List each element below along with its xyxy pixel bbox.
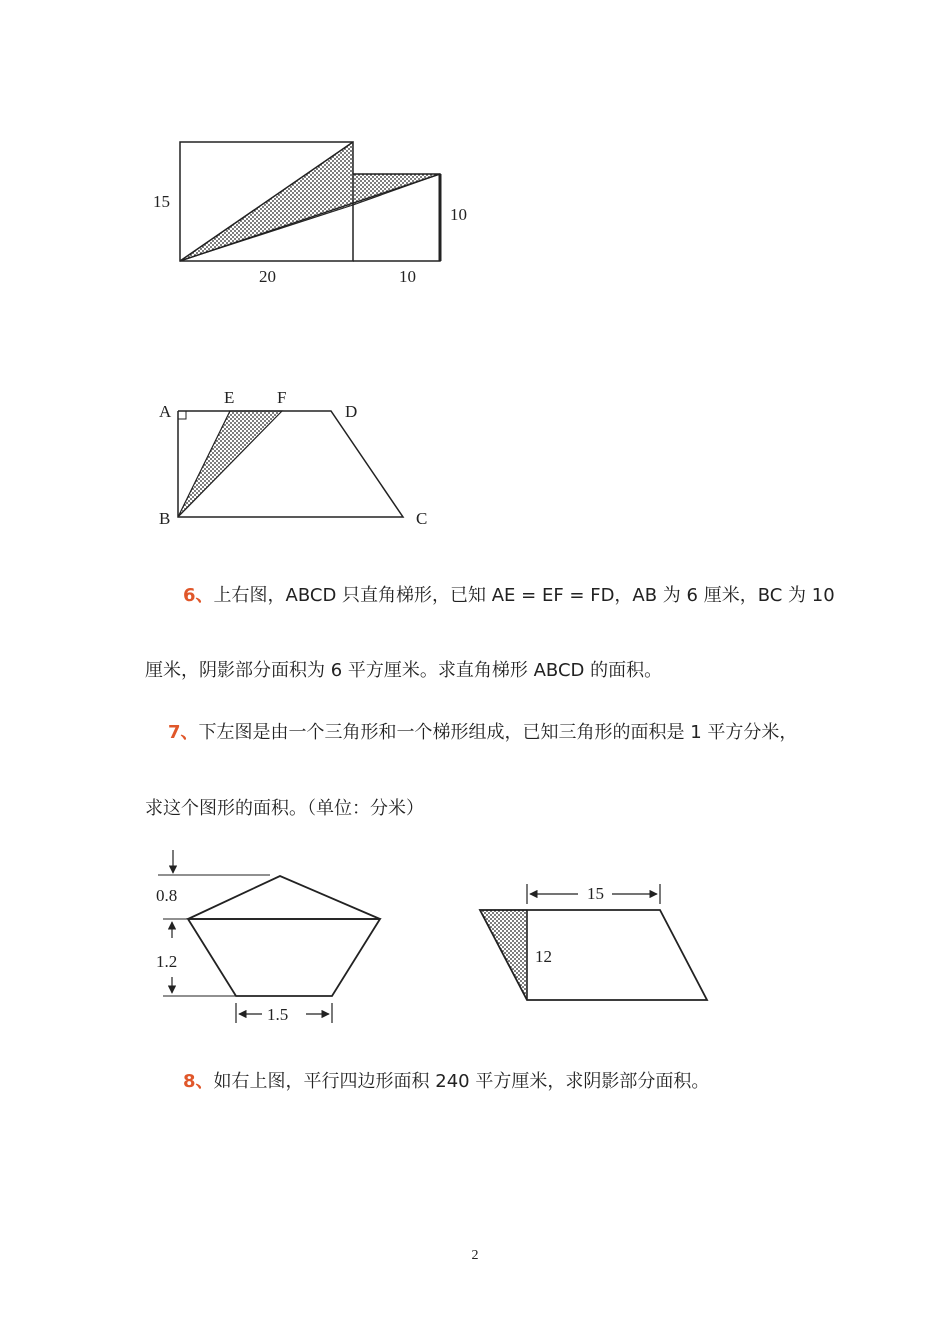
question-7-number: 7、 xyxy=(168,722,199,743)
question-6-text-1: 上右图，ABCD 只直角梯形，已知 AE = EF = FD，AB 为 6 厘米，BC 为 10 xyxy=(213,585,835,606)
question-8-line-1 xyxy=(183,1070,709,1094)
question-7-line-1 xyxy=(168,721,797,745)
label-e: E xyxy=(224,388,235,407)
label-c: C xyxy=(416,509,428,528)
label-0-8: 0.8 xyxy=(156,886,178,905)
label-1-2: 1.2 xyxy=(156,952,178,971)
trapezoid-bottom xyxy=(188,919,380,996)
figure-rectangles xyxy=(153,142,467,286)
question-7-line-2 xyxy=(145,797,424,821)
label-15: 15 xyxy=(153,192,170,211)
question-7-text-2: 求这个图形的面积。（单位：分米） xyxy=(145,798,424,819)
label-d: D xyxy=(345,402,358,421)
label-15-width: 15 xyxy=(587,884,604,903)
question-7-text-1: 下左图是由一个三角形和一个梯形组成，已知三角形的面积是 1 平方分米， xyxy=(198,722,798,743)
label-f: F xyxy=(277,388,287,407)
label-10-bottom: 10 xyxy=(399,267,416,286)
question-6-number: 6、 xyxy=(183,585,214,606)
label-12-height: 12 xyxy=(535,947,552,966)
question-6-text-2: 厘米，阴影部分面积为 6 平方厘米。求直角梯形 ABCD 的面积。 xyxy=(145,660,663,681)
figure-pentagon xyxy=(156,850,380,1024)
label-a: A xyxy=(159,402,172,421)
shaded-triangle-bef xyxy=(178,411,282,517)
figure-trapezoid xyxy=(159,388,427,528)
question-8-text-1: 如右上图，平行四边形面积 240 平方厘米，求阴影部分面积。 xyxy=(213,1071,710,1092)
label-b: B xyxy=(159,509,171,528)
question-6-line-1 xyxy=(183,584,835,608)
right-angle-mark xyxy=(178,411,186,419)
question-6-line-2 xyxy=(145,659,662,683)
question-8-number: 8、 xyxy=(183,1071,214,1092)
label-20: 20 xyxy=(259,267,276,286)
figure-parallelogram xyxy=(480,884,707,1000)
label-1-5: 1.5 xyxy=(267,1005,289,1024)
label-10-right: 10 xyxy=(450,205,467,224)
page-number: 2 xyxy=(471,1248,479,1263)
triangle-top xyxy=(188,876,380,919)
